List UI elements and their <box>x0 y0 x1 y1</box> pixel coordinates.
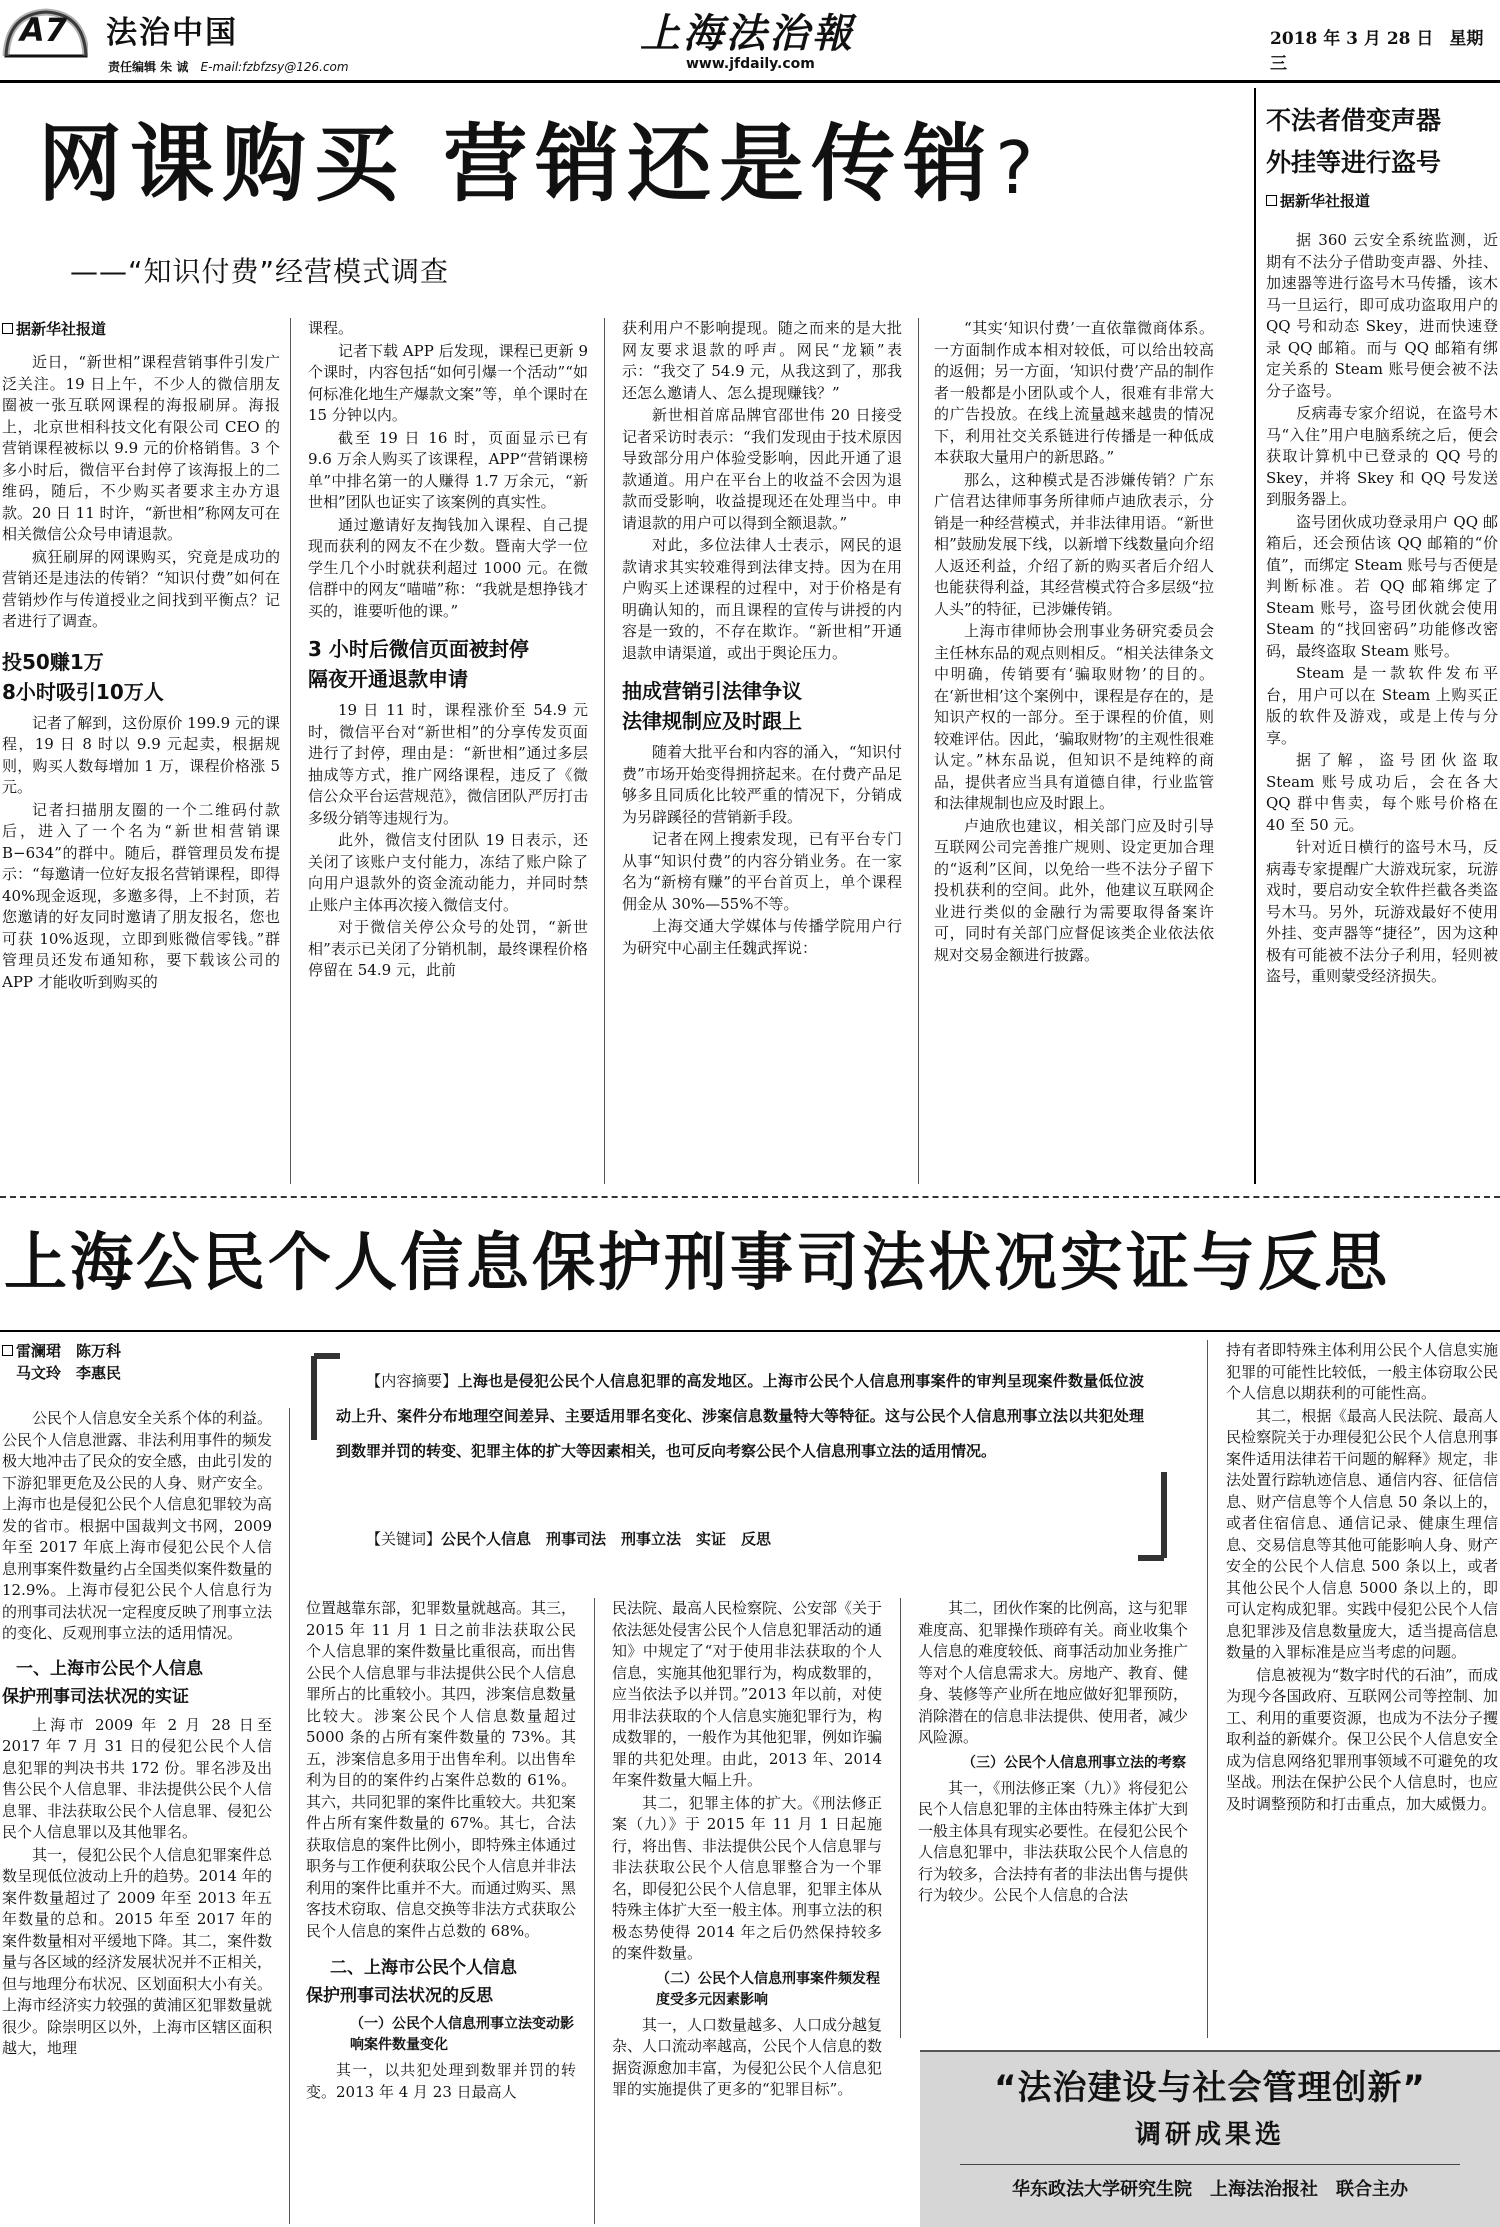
column-divider <box>918 318 919 1184</box>
paragraph: 位置越靠东部，犯罪数量就越高。其三，2015 年 11 月 1 日之前非法获取公民个人信息罪的案件数量比重很高，而出售公民个人信息罪与非法提供公民个人信息罪所占的比重较小。其四，涉案信息数量比较大。涉案公民个人信息数量超过 5000 条的占所有案件数量的 73%。其五，涉案信息多用于出售牟利。以出售牟利为目的的案件约占案件总数的 61%。其六，共同犯罪的案件比重较大。共犯案件占所有案件数量的 67%。其七，合法获取信息的案件比例小，即特殊主体通过职务与工作便利获取公民个人信息并非法利用的案件比重并不大。而通过购买、黑客技术窃取、信息交换等非法方式获取公民个人信息的案件占总数的 68%。 <box>306 1599 576 1940</box>
editor-line <box>108 58 349 75</box>
paragraph: 记者在网上搜索发现，已有平台专门从事“知识付费”的内容分销业务。在一家名为“新榜有赚”的平台首页上，单个课程佣金从 30%—55%不等。 <box>622 830 902 913</box>
paragraph: 盗号团伙成功登录用户 QQ 邮箱后，还会预估该 QQ 邮箱的“价值”，而绑定 Steam 账号与否便是判断标准。若 QQ 邮箱绑定了 Steam 账号，盗号团伙就会使用 Steam 的“找回密码”功能修改密码，最终盗取 Steam 账号。 <box>1266 512 1498 660</box>
abstract-label: 【内容摘要】 <box>366 1372 458 1390</box>
subhead-small: （三）公民个人信息刑事立法的考察 <box>962 1754 1186 1771</box>
column-divider <box>1207 1340 1208 2038</box>
abstract-box <box>310 1352 1168 1562</box>
byline-box-icon <box>2 1345 13 1356</box>
keywords <box>366 1528 771 1550</box>
article2-headline-rule <box>0 1330 1500 1332</box>
paragraph: 其二，根据《最高人民法院、最高人民检察院关于办理侵犯公民个人信息刑事案件适用法律若干问题的解释》规定，非法处置行踪轨迹信息、通信内容、征信信息、财产信息等个人信息 50 条以上的，或者住宿信息、通信记录、健康生理信息、交易信息等其他可能影响人身、财产安全的公民个人信息 500 条以上，或者其他公民个人信息 5000 条以上的，即可认定构成犯罪。实践中侵犯公民个人信息犯罪涉及信息数量庞大，适当提高信息数量的入罪标准是应当考虑的问题。 <box>1226 1406 1498 1661</box>
article1-headline-question: ? <box>995 126 1042 210</box>
paragraph: 19 日 11 时，课程涨价至 54.9 元时，微信平台对“新世相”的分享传发页面进行了封停，理由是：“新世相”通过多层抽成等方式，推广网络课程，违反了《微信公众平台运营规范》，微信团队严厉打击多级分销等违规行为。 <box>308 701 588 827</box>
section-name: 法治中国 <box>106 15 238 51</box>
sidebar-divider <box>1254 88 1256 1184</box>
paragraph: 随着大批平台和内容的涌入，“知识付费”市场开始变得拥挤起来。在付费产品足够多且同质化比较严重的情况下，分销成为另辟蹊径的营销新手段。 <box>622 743 902 826</box>
column-divider <box>290 318 291 1184</box>
article2-col1 <box>2 1408 272 2224</box>
issue-date-line <box>1270 24 1500 74</box>
paper-url: www.jfdaily.com <box>686 56 815 72</box>
paragraph: 上海市 2009 年 2 月 28 日至 2017 年 7 月 31 日的侵犯公民个人信息犯罪的判决书共 172 份。罪名涉及出售公民个人信息罪、非法提供公民个人信息罪、非法获取公民个人信息罪、侵犯公民个人信息罪以及其他罪名。 <box>2 1715 272 1841</box>
subhead: 3 小时后微信页面被封停 <box>308 637 529 661</box>
section-rule-dashed <box>0 1196 1500 1198</box>
subhead: 8小时吸引10万人 <box>2 679 164 704</box>
column-divider <box>900 1598 901 2038</box>
paragraph: 上海交通大学媒体与传播学院用户行为研究中心副主任魏武挥说： <box>622 917 902 957</box>
paragraph: 其一，《刑法修正案（九）》将侵犯公民个人信息犯罪的主体由特殊主体扩大到一般主体具有现实必要性。在侵犯公民个人信息犯罪中，非法获取公民个人信息的行为较多，合法持有者的非法出售与提供行为较少。公民个人信息的合法 <box>918 1778 1188 1904</box>
paragraph: 信息被视为“数字时代的石油”，而成为现今各国政府、互联网公司等控制、加工、利用的重要资源，也成为不法分子攫取利益的新媒介。保卫公民个人信息安全成为信息网络犯罪刑事领域不可避免的攻坚战。刑法在保护公民个人信息时，也应及时调整预防和打击重点，加大威慑力。 <box>1226 1665 1498 1813</box>
paragraph: 获利用户不影响提现。随之而来的是大批网友要求退款的呼声。网民“龙颖”表示：“我交了 54.9 元，从我这到了，那我还怎么邀请人、怎么提现赚钱？” <box>622 319 902 402</box>
article2-col5 <box>1226 1340 1498 2038</box>
banner-organizers: 华东政法大学研究生院 上海法治报社 联合主办 <box>1012 2179 1408 2200</box>
article1-subheadline: ——“知识付费”经营模式调查 <box>70 255 450 288</box>
subhead: 抽成营销引法律争议 <box>622 679 802 703</box>
byline-text: 据新华社报道 <box>1280 192 1371 210</box>
paragraph: 课程。 <box>308 319 354 337</box>
article1-col3 <box>622 318 902 1184</box>
issue-weekday: 星期三 <box>1270 29 1484 74</box>
paragraph: 据 360 云安全系统监测，近期有不法分子借助变声器、外挂、加速器等进行盗号木马传播，该木马一旦运行，即可成功盗取用户的 QQ 号和动态 Skey，进而快速登录 QQ 邮箱。而与 QQ 邮箱有绑定关系的 Steam 账号便会被不法分子盗号。 <box>1266 231 1498 400</box>
subhead: 保护刑事司法状况的反思 <box>306 1986 493 2006</box>
paragraph: 上海市律师协会刑事业务研究委员会主任林东品的观点则相反。“相关法律条文中明确，传销要有‘骗取财物’的目的。在‘新世相’这个案例中，课程是存在的，是知识产权的一部分。至于课程的价值，则较难评估。因此，‘骗取财物’的主观性很难认定。”林东品说，但知识不是纯粹的商品，提供者应当具有道德自律，行业监管和法律规制也应及时跟上。 <box>934 622 1214 812</box>
paragraph: 记者了解到，这份原价 199.9 元的课程，19 日 8 时以 9.9 元起卖，根据规则，购买人数每增加 1 万，课程价格涨 5 元。 <box>2 713 280 796</box>
subhead: 投50赚1万 <box>2 649 104 674</box>
paragraph: 卢迪欣也建议，相关部门应及时引导互联网公司完善推广规则、设定更加合理的“返利”区间，以免给一些不法分子留下投机获利的空间。此外，他建议互联网企业进行类似的金融行为需要取得备案许可，同时有关部门应督促该类企业依法依规对交易金额进行披露。 <box>934 816 1214 964</box>
research-banner <box>920 2050 1500 2227</box>
paragraph: 新世相首席品牌官邵世伟 20 日接受记者采访时表示：“我们发现由于技术原因导致部分用户体验受影响，因此开通了退款通道。用户在平台上的收益不会因为退款而受影响，收益提现还在处理当中。申请退款的用户可以得到全额退款。” <box>622 406 902 532</box>
subhead: 隔夜开通退款申请 <box>308 667 468 691</box>
article1-headline <box>38 114 1041 218</box>
article2-col4 <box>918 1598 1188 2038</box>
sidebar-title-line1: 不法者借变声器 <box>1266 106 1442 135</box>
paragraph: 疯狂刷屏的网课购买，究竟是成功的营销还是违法的传销？“知识付费”如何在营销炒作与传道授业之间找到平衡点？记者进行了调查。 <box>2 547 280 630</box>
paragraph: 其二，犯罪主体的扩大。《刑法修正案（九）》于 2015 年 11 月 1 日起施行，将出售、非法提供公民个人信息罪与非法获取公民个人信息罪整合为一个罪名，即侵犯公民个人信息罪，犯罪主体从特殊主体扩大至一般主体。刑事立法的积极态势使得 2014 年之后仍然保持较多的案件数量。 <box>612 1793 882 1962</box>
sidebar-title-line2: 外挂等进行盗号 <box>1266 148 1442 177</box>
paragraph: 其二，团伙作案的比例高，这与犯罪难度高、犯罪操作琐碎有关。商业收集个人信息的难度较低、商事活动加业务推广等对个人信息需求大。房地产、教育、健身、装修等产业所在地应做好犯罪预防，消除潜在的信息非法提供、使用者，减少风险源。 <box>918 1599 1188 1746</box>
subhead-small: （二）公民个人信息刑事案件频发程度受多元因素影响 <box>656 1970 880 2008</box>
paragraph: 记者扫描朋友圈的一个二维码付款后，进入了一个名为“新世相营销课 B−634”的群中。随后，群管理员发布提示：“每邀请一位好友报名营销课程，即得 40%现金返现，多邀多得，上不封顶，若您邀请的好友同时邀请了朋友报名，您也可获 10%返现，立即到账微信零钱。”群管理员还发布通知称，要下载该公司的 APP 才能收听到购买的 <box>2 800 280 991</box>
article1-headline-text: 网课购买 营销还是传销 <box>38 115 996 213</box>
byline-text: 据新华社报道 <box>16 320 107 338</box>
paragraph: 据了解，盗号团伙盗取 Steam 账号成功后，会在各大 QQ 群中售卖，每个账号价格在 40 至 50 元。 <box>1266 751 1498 834</box>
byline-box-icon <box>2 323 13 334</box>
paragraph: “其实‘知识付费’一直依靠微商体系。一方面制作成本相对较低，可以给出较高的返佣；另一方面，‘知识付费’产品的制作者一般都是小团队或个人，很难有非常大的广告投放。在线上流量越来越贵的情况下，利用社交关系链进行传播是一种低成本获取大量用户的新思路。” <box>934 319 1214 466</box>
paragraph: 其一，人口数量越多、人口成分越复杂、人口流动率越高，公民个人信息的数据资源愈加丰富，为侵犯公民个人信息犯罪的实施提供了更多的“犯罪目标”。 <box>612 2015 882 2098</box>
banner-title: “法治建设与社会管理创新” <box>994 2068 1426 2108</box>
editor-name: 责任编辑 朱 诚 <box>108 60 189 74</box>
authors-line1: 雷澜珺 陈万科 <box>16 1342 122 1360</box>
keywords-body: 公民个人信息 刑事司法 刑事立法 实证 反思 <box>441 1530 772 1548</box>
subhead: 一、上海市公民个人信息 <box>16 1658 203 1679</box>
keywords-label: 【关键词】 <box>366 1530 442 1548</box>
sidebar <box>1266 100 1498 1184</box>
byline-box-icon <box>1266 195 1277 206</box>
sidebar-byline <box>1266 190 1498 212</box>
issue-date: 2018 年 3 月 28 日 <box>1270 29 1434 49</box>
paragraph: Steam 是一款软件发布平台，用户可以在 Steam 上购买正版的软件及游戏，或是上传与分享。 <box>1266 664 1498 747</box>
subhead: 保护刑事司法状况的实证 <box>2 1686 189 1707</box>
article1-col1 <box>2 318 280 1184</box>
editor-email: E-mail:fzbfzsy@126.com <box>200 60 349 74</box>
paragraph: 民法院、最高人民检察院、公安部《关于依法惩处侵害公民个人信息犯罪活动的通知》中规定了“对于使用非法获取的个人信息，实施其他犯罪行为，构成数罪的，应当依法予以并罚。”2013 年以前，对使用非法获取的个人信息实施犯罪行为，构成数罪的，一般作为其他犯罪，例如诈骗罪的共犯处理。由此，2013 年、2014 年案件数量大幅上升。 <box>612 1599 882 1789</box>
authors-line2: 马文玲 李惠民 <box>16 1364 122 1382</box>
paragraph: 那么，这种模式是否涉嫌传销？广东广信君达律师事务所律师卢迪欣表示，分销是一种经营模式，并非法律用语。“新世相”鼓励发展下线，以新增下线数量向介绍人返还利益，介绍了新的购买者后介绍人也能获得利益，其经营模式符合多层级“拉人头”的特征，已涉嫌传销。 <box>934 470 1214 618</box>
paragraph: 公民个人信息安全关系个体的利益。公民个人信息泄露、非法利用事件的频发极大地冲击了民众的安全感，由此引发的下游犯罪更危及公民的人身、财产安全。上海市也是侵犯公民个人信息犯罪较为高发的省市。根据中国裁判文书网，2009 年至 2017 年底上海市侵犯公民个人信息刑事案件数量约占全国类似案件数量的 12.9%。上海市侵犯公民个人信息行为的刑事司法状况一定程度反映了刑事立法的变化、反观刑事立法的适用情况。 <box>2 1409 272 1642</box>
article2-col3 <box>612 1598 882 2224</box>
article2-col2 <box>306 1598 576 2224</box>
column-divider <box>594 1598 595 2224</box>
paragraph: 持有者即特殊主体利用公民个人信息实施犯罪的可能性比较低，一般主体窃取公民个人信息以期获利的可能性高。 <box>1226 1341 1498 1402</box>
paragraph: 对于微信关停公众号的处罚，“新世相”表示已关闭了分销机制，最终课程价格停留在 54.9 元，此前 <box>308 918 588 979</box>
paragraph: 近日，“新世相”课程营销事件引发广泛关注。19 日上午，不少人的微信朋友圈被一张互联网课程的海报刷屏。海报上，北京世相科技文化有限公司 CEO 的营销课程被标以 9.9 元的价格销售。3 个多小时后，微信平台封停了该海报上的二维码，随后，不少购买者要求主办方退款。20 日 11 时许，“新世相”称网友可在相关微信公众号申请退款。 <box>2 353 280 543</box>
paragraph: 截至 19 日 16 时，页面显示已有 9.6 万余人购买了该课程，APP“营销课榜单”中排名第一的人赚得 1.7 万余元，“新世相”团队也证实了该案例的真实性。 <box>308 428 588 511</box>
article2-authors <box>2 1340 302 1384</box>
paragraph: 对此，多位法律人士表示，网民的退款请求其实较难得到法律支持。因为在用户购买上述课程的过程中，对于价格是有明确认知的，而且课程的宣传与讲授的内容是一致的，不存在欺诈。“新世相”开通退款申请渠道，或出于舆论压力。 <box>622 536 902 662</box>
paragraph: 其一，以共犯处理到数罪并罚的转变。2013 年 4 月 23 日最高人 <box>306 2061 576 2101</box>
masthead-rule <box>0 80 1500 83</box>
page-number-badge <box>2 6 88 58</box>
banner-subtitle: 调研成果选 <box>1134 2120 1285 2150</box>
abstract-text <box>336 1364 1144 1469</box>
paragraph: 此外，微信支付团队 19 日表示，还关闭了该账户支付能力，冻结了账户除了向用户退款外的资金流动能力，并同时禁止账户主体再次接入微信支付。 <box>308 831 588 914</box>
article1-byline <box>2 318 280 340</box>
article2-headline: 上海公民个人信息保护刑事司法状况实证与反思 <box>4 1226 1390 1299</box>
banner-rule <box>960 2164 1460 2165</box>
subhead: 法律规制应及时跟上 <box>622 709 802 733</box>
paper-name: 上海法治報 <box>640 10 855 57</box>
sidebar-title <box>1266 100 1498 184</box>
abstract-body: 上海也是侵犯公民个人信息犯罪的高发地区。上海市公民个人信息刑事案件的审判呈现案件数量低位波动上升、案件分布地理空间差异、主要适用罪名变化、涉案信息数量特大等特征。这与公民个人信息刑事立法以共犯处理到数罪并罚的转变、犯罪主体的扩大等因素相关，也可反向考察公民个人信息刑事立法的适用情况。 <box>336 1372 1144 1460</box>
column-divider <box>289 1408 290 2224</box>
paragraph: 反病毒专家介绍说，在盗号木马“入住”用户电脑系统之后，便会获取计算机中已登录的 QQ 号的 Skey，并将 Skey 和 QQ 号发送到服务器上。 <box>1266 404 1498 508</box>
paragraph: 针对近日横行的盗号木马，反病毒专家提醒广大游戏玩家，玩游戏时，要启动安全软件拦截各类盗号木马。另外，玩游戏最好不使用外挂、变声器等“捷径”，因为这种极有可能被不法分子利用，轻则被盗号，重则蒙受经济损失。 <box>1266 838 1498 985</box>
subhead: 二、上海市公民个人信息 <box>330 1958 517 1978</box>
masthead <box>0 0 1500 86</box>
article1-col4 <box>934 318 1214 1184</box>
paragraph: 其一，侵犯公民个人信息犯罪案件总数呈现低位波动上升的趋势。2014 年的案件数量超过了 2009 年至 2013 年五年数量的总和。2015 年至 2017 年的案件数量相对平缓地下降。其二，案件数量与各区域的经济发展状况并不正相关，但与地理分布状况、区划面积大小有关。上海市经济实力较强的黄浦区犯罪数量就很少。除崇明区以外，上海市区辖区面积越大，地理 <box>2 1845 272 2057</box>
subhead-small: （一）公民个人信息刑事立法变动影响案件数量变化 <box>350 2016 574 2053</box>
article1-col2 <box>308 318 588 1184</box>
column-divider <box>604 318 605 1184</box>
page-number: A7 <box>20 11 68 49</box>
paragraph: 记者下载 APP 后发现，课程已更新 9 个课时，内容包括“如何引爆一个活动”“如何标准化地生产爆款文案”等，单个课时在 15 分钟以内。 <box>308 341 588 424</box>
paragraph: 通过邀请好友掏钱加入课程、自己提现而获利的网友不在少数。暨南大学一位学生几个小时就获利超过 1000 元。在微信群中的网友“喵喵”称：“我就是想挣钱才买的，谁要听他的课。” <box>308 515 588 620</box>
